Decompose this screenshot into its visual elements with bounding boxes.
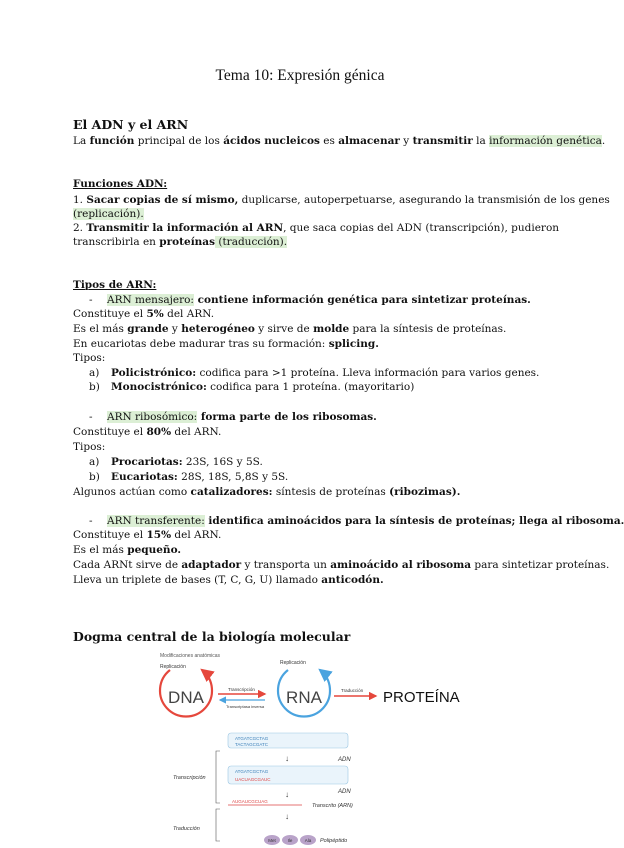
adn-label-1: ADN bbox=[338, 757, 351, 763]
traduccion-label: Traducción bbox=[341, 688, 364, 693]
mensajero-l4: Tipos: bbox=[73, 352, 106, 364]
mrna-seq: AUGAUCGCUAG bbox=[232, 799, 268, 804]
ribosomico-tipo-b: b) Eucariotas: 28S, 18S, 5,8S y 5S. bbox=[89, 471, 289, 483]
proteina-label: PROTEÍNA bbox=[383, 689, 460, 706]
ribosomico-l1: Constituye el 80% del ARN. bbox=[73, 426, 222, 438]
down-arrow-3: ↓ bbox=[285, 812, 289, 821]
ribosomico-l3: Algunos actúan como catalizadores: síntesis de proteínas (ribozimas). bbox=[73, 486, 461, 498]
transcripcion-label: Transcripción bbox=[228, 687, 255, 692]
aa-ile-label: Ile bbox=[287, 838, 293, 843]
mensajero-l3: En eucariotas debe madurar tras su formación: splicing. bbox=[73, 338, 379, 350]
rna-label: RNA bbox=[286, 688, 322, 707]
page-title: Tema 10: Expresión génica bbox=[215, 67, 385, 84]
dogma-heading: Dogma central de la biología molecular bbox=[73, 629, 351, 644]
transferente-l4: Lleva un triplete de bases (T, C, G, U) llamado anticodón. bbox=[73, 574, 384, 586]
mensajero-l2: Es el más grande y heterogéneo y sirve de molde para la síntesis de proteínas. bbox=[73, 323, 507, 335]
top-note: Modificaciones anatómicas bbox=[160, 653, 221, 659]
mensajero-l1: Constituye el 5% del ARN. bbox=[73, 308, 215, 320]
ribosomico-tipo-a: a) Procariotas: 23S, 16S y 5S. bbox=[89, 456, 263, 468]
transcription-bracket bbox=[216, 751, 220, 803]
section-heading-adn-arn: El ADN y el ARN bbox=[73, 117, 189, 132]
transcription-translation-diagram bbox=[170, 731, 410, 848]
arn-ribosomico-line: - ARN ribosómico: forma parte de los ribosomas. bbox=[89, 411, 377, 423]
funcion-item-1-cont: (replicación). bbox=[73, 208, 144, 220]
arn-mensajero-line: - ARN mensajero: contiene información genética para sintetizar proteínas. bbox=[89, 294, 531, 306]
transcrito-label: Transcrito (ARN) bbox=[312, 803, 353, 809]
down-arrow-1: ↓ bbox=[285, 754, 289, 763]
arn-transferente-line: - ARN transferente: identifica aminoácidos para la síntesis de proteínas; llega al ribosoma. bbox=[89, 515, 624, 527]
funcion-item-1: 1. Sacar copias de sí mismo, duplicarse, autoperpetuarse, asegurando la transmisión de los genes bbox=[73, 194, 610, 206]
mensajero-tipo-a: a) Policistrónico: codifica para >1 proteína. Lleva información para varios genes. bbox=[89, 367, 540, 379]
replicacion-rna-label: Replicación bbox=[280, 660, 306, 666]
funcion-item-2: 2. Transmitir la información al ARN, que saca copias del ADN (transcripción), pudieron bbox=[73, 222, 560, 234]
transferente-l2: Es el más pequeño. bbox=[73, 544, 182, 556]
transferente-l3: Cada ARNt sirve de adaptador y transporta un aminoácido al ribosoma para sintetizar proteínas. bbox=[73, 559, 610, 571]
intro-paragraph: La función principal de los ácidos nucleicos es almacenar y transmitir la información genética. bbox=[73, 135, 606, 147]
traduccion-side-label: Traducción bbox=[173, 826, 200, 832]
dna-seq-bottom: TACTAGCGATC bbox=[235, 742, 268, 747]
dogma-central-diagram bbox=[140, 648, 470, 730]
dna-seq-open: ATGATCGCTAG bbox=[235, 769, 269, 774]
aa-met-label: Met bbox=[268, 838, 276, 843]
retro-label: Transcriptasa inversa bbox=[226, 704, 265, 709]
funcion-item-2-cont: transcribirla en proteínas (traducción). bbox=[73, 236, 288, 248]
transferente-l1: Constituye el 15% del ARN. bbox=[73, 529, 222, 541]
mensajero-tipo-b: b) Monocistrónico: codifica para 1 proteína. (mayoritario) bbox=[89, 381, 415, 393]
funciones-heading: Funciones ADN: bbox=[73, 178, 168, 190]
down-arrow-2: ↓ bbox=[285, 790, 289, 799]
polipeptido-label: Polipéptido bbox=[320, 838, 348, 844]
tipos-arn-heading: Tipos de ARN: bbox=[73, 279, 157, 291]
replicacion-label: Replicación bbox=[160, 664, 186, 670]
translation-bracket bbox=[216, 809, 220, 841]
aa-ala-label: Ala bbox=[304, 838, 312, 843]
ribosomico-l2: Tipos: bbox=[73, 441, 106, 453]
adn-label-2: ADN bbox=[338, 789, 351, 795]
transcripcion-side-label: Transcripción bbox=[173, 775, 206, 781]
dna-label: DNA bbox=[168, 688, 204, 707]
dna-seq-top: ATGATCGCTAG bbox=[235, 736, 269, 741]
rna-seq-forming: UACUAGCGAUC bbox=[235, 777, 271, 782]
